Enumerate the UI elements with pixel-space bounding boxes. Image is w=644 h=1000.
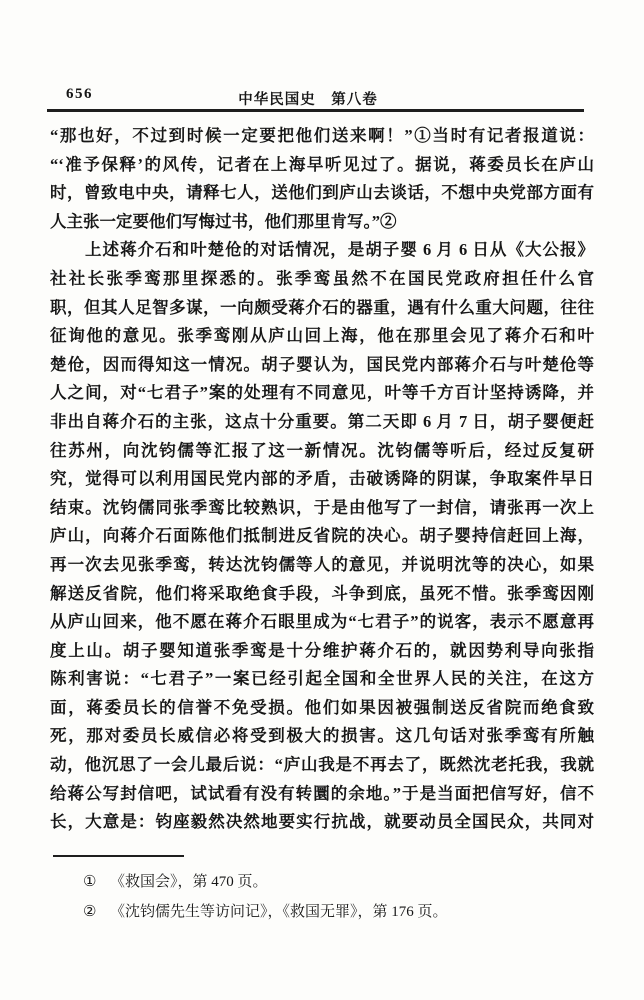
text-line: “‘准予保释’的风传，记者在上海早听见过了。据说，蒋委员长在庐山 xyxy=(50,154,594,174)
running-head-title: 中华民国史 第八卷 xyxy=(238,92,378,108)
text-line: 往苏州，向沈钧儒等汇报了这一新情况。沈钧儒等听后，经过反复研 xyxy=(50,440,594,460)
text-line: 人主张一定要他们写悔过书，他们那里肯写。”② xyxy=(50,211,397,231)
footnote-separator-rule xyxy=(53,855,184,857)
footnote-text: 《救国会》，第 470 页。 xyxy=(110,874,268,890)
footnote xyxy=(50,897,610,927)
text-line: 度上山。胡子婴知道张季鸾是十分维护蒋介石的，就因势利导向张指 xyxy=(50,640,594,660)
text-line: 时，曾致电中央，请释七人，送他们到庐山去谈话，不想中央党部方面有 xyxy=(50,183,594,203)
text-line: 职，但其人足智多谋，一向颇受蒋介石的器重，遇有什么重大问题，往往 xyxy=(50,297,594,317)
header-rule xyxy=(47,109,584,112)
text-line: 征询他的意见。张季鸾刚从庐山回上海，他在那里会见了蒋介石和叶 xyxy=(50,326,594,346)
text-line: 死，那对委员长威信必将受到极大的损害。这几句话对张季鸾有所触 xyxy=(50,726,594,746)
footnote-marker: ① xyxy=(83,874,97,890)
text-line: “那也好，不过到时候一定要把他们送来啊！”①当时有记者报道说： xyxy=(50,126,594,145)
text-line: 陈利害说：“七君子”一案已经引起全国和全世界人民的关注，在这方 xyxy=(50,669,594,689)
text-line: 动，他沉思了一会儿最后说：“庐山我是不再去了，既然沈老托我，我就 xyxy=(50,755,594,775)
footnote-text: 《沈钧儒先生等访问记》，《救国无罪》，第 176 页。 xyxy=(110,904,448,920)
text-line: 解送反省院，他们将采取绝食手段，斗争到底，虽死不惜。张季鸾因刚 xyxy=(50,583,594,603)
text-line: 给蒋公写封信吧，试试看有没有转圜的余地。”于是当面把信写好，信不 xyxy=(50,783,594,803)
body-text xyxy=(50,122,594,837)
text-line: 从庐山回来，他不愿在蒋介石眼里成为“七君子”的说客，表示不愿意再 xyxy=(50,612,594,632)
text-line: 究，觉得可以利用国民党内部的矛盾，击破诱降的阴谋，争取案件早日 xyxy=(50,469,594,489)
text-line: 长，大意是：钧座毅然决然地要实行抗战，就要动员全国民众，共同对 xyxy=(50,812,594,832)
page-number: 656 xyxy=(66,86,93,102)
text-line: 面，蒋委员长的信誉不免受损。他们如果因被强制送反省院而绝食致 xyxy=(50,697,594,717)
footnotes xyxy=(50,867,610,927)
text-line: 上述蒋介石和叶楚伧的对话情况，是胡子婴 6 月 6 日从《大公报》 xyxy=(50,240,594,260)
text-line: 结束。沈钧儒同张季鸾比较熟识，于是由他写了一封信，请张再一次上 xyxy=(50,497,594,517)
text-line: 楚伧，因而得知这一情况。胡子婴认为，国民党内部蒋介石与叶楚伧等 xyxy=(50,354,594,374)
text-line: 社社长张季鸾那里探悉的。张季鸾虽然不在国民党政府担任什么官 xyxy=(50,268,594,288)
text-line: 庐山，向蒋介石面陈他们抵制进反省院的决心。胡子婴持信赶回上海， xyxy=(50,526,594,546)
text-line: 人之间，对“七君子”案的处理有不同意见，叶等千方百计坚持诱降，并 xyxy=(50,383,594,403)
footnote xyxy=(50,867,610,897)
text-line: 非出自蒋介石的主张，这点十分重要。第二天即 6 月 7 日，胡子婴便赶 xyxy=(50,411,594,431)
footnote-marker: ② xyxy=(83,904,97,920)
text-line: 再一次去见张季鸾，转达沈钧儒等人的意见，并说明沈等的决心，如果 xyxy=(50,554,594,574)
